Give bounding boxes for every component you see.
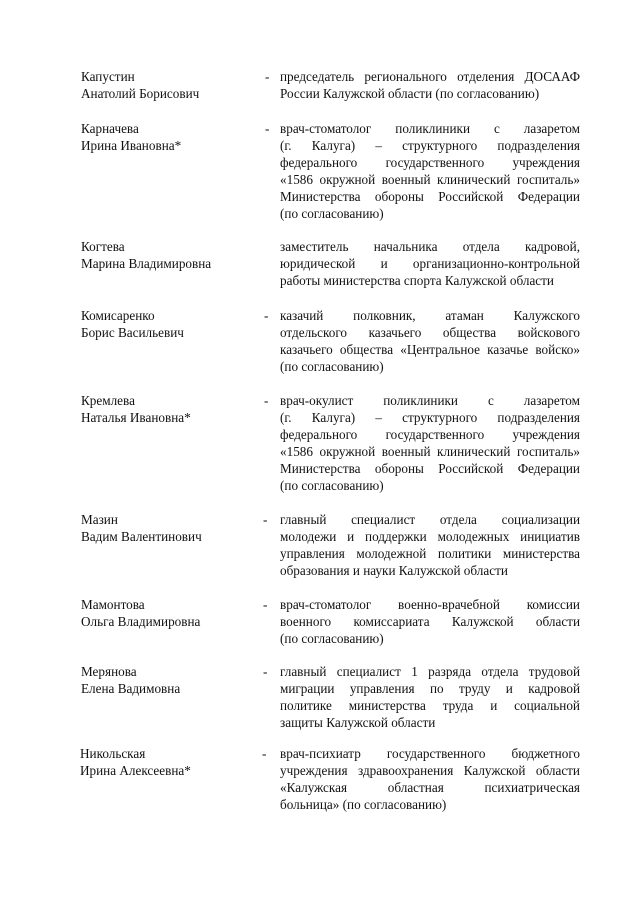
description-line: Министерства обороны Российской Федерации [280,461,580,476]
position-description [280,745,580,813]
position-description [280,307,580,375]
description-line: военного комиссариата Калужской области [280,614,580,629]
description-line: учреждения здравоохранения Калужской области [280,763,580,778]
position-description [280,238,580,289]
description-line: главный специалист отдела социализации [280,512,580,527]
dash-separator: - [262,746,267,761]
description-line: молодежи и поддержки молодежных инициатив [280,529,580,544]
description-line: (по согласованию) [280,631,384,646]
description-line: миграции управления по труду и кадровой [280,681,580,696]
person-name: Комисаренко Борис Васильевич [81,308,184,340]
position-description [280,596,580,647]
description-line: (по согласованию) [280,206,384,221]
description-line: врач-стоматолог поликлиники с лазаретом [280,121,580,136]
description-line: казачьего общества «Центральное казачье войско» [280,342,580,357]
description-line: «Калужская областная психиатрическая [280,780,580,795]
description-line: казачий полковник, атаман Калужского [280,308,580,323]
description-line: работы министерства спорта Калужской области [280,273,554,288]
description-line: «1586 окружной военный клинический госпиталь» [280,444,580,459]
dash-separator: - [264,308,269,323]
description-line: больница» (по согласованию) [280,797,447,812]
description-line: заместитель начальника отдела кадровой, [280,239,580,254]
description-line: врач-стоматолог военно-врачебной комиссии [280,597,580,612]
description-line: федерального государственного учреждения [280,155,580,170]
description-line: «1586 окружной военный клинический госпиталь» [280,172,580,187]
description-line: врач-окулист поликлиники с лазаретом [280,393,580,408]
person-name: Никольская Ирина Алексеевна* [80,746,191,778]
description-line: образования и науки Калужской области [280,563,508,578]
person-name: Карначева Ирина Ивановна* [81,121,182,153]
position-description [280,663,580,731]
person-name: Мерянова Елена Вадимовна [81,664,181,696]
dash-separator: - [265,121,270,136]
description-line: защиты Калужской области [280,715,436,730]
description-line: (г. Калуга) – структурного подразделения [280,410,580,425]
description-line: (по согласованию) [280,478,384,493]
person-name: Мазин Вадим Валентинович [81,512,202,544]
position-description [280,68,580,102]
dash-separator: - [263,512,268,527]
position-description [280,392,580,494]
description-line: России Калужской области (по согласованию) [280,86,540,101]
description-line: Министерства обороны Российской Федерации [280,189,580,204]
position-description [280,120,580,222]
description-line: (г. Калуга) – структурного подразделения [280,138,580,153]
position-description [280,511,580,579]
dash-separator: - [265,69,270,84]
description-line: управления молодежной политики министерства [280,546,580,561]
description-line: отдельского казачьего общества войскового [280,325,580,340]
description-line: юридической и организационно-контрольной [280,256,580,271]
person-name: Капустин Анатолий Борисович [81,69,200,101]
person-name: Кремлева Наталья Ивановна* [81,393,191,425]
dash-separator: - [263,597,268,612]
description-line: председатель регионального отделения ДОСААФ [280,69,580,84]
dash-separator: - [263,664,268,679]
description-line: главный специалист 1 разряда отдела трудовой [280,664,580,679]
description-line: политике министерства труда и социальной [280,698,580,713]
person-name: Когтева Марина Владимировна [81,239,212,271]
person-name: Мамонтова Ольга Владимировна [81,597,201,629]
description-line: федерального государственного учреждения [280,427,580,442]
description-line: (по согласованию) [280,359,384,374]
dash-separator: - [264,393,269,408]
description-line: врач-психиатр государственного бюджетного [280,746,580,761]
